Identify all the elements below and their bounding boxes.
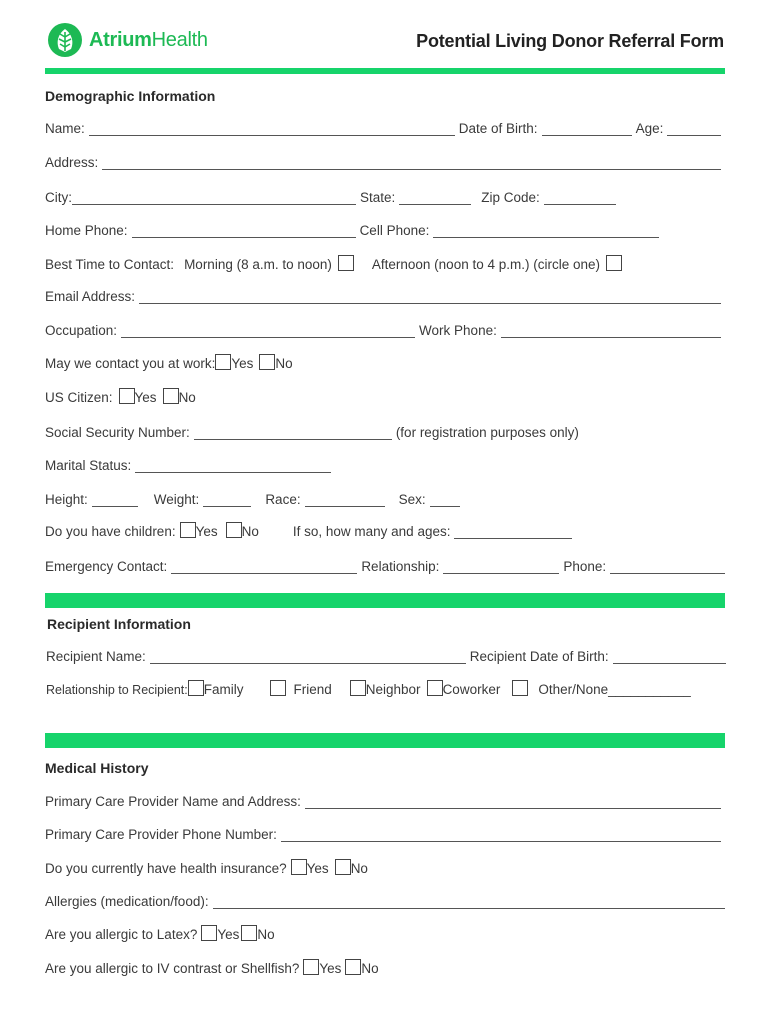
- latex-yes-label: Yes: [217, 927, 240, 942]
- pcp-name-label: Primary Care Provider Name and Address:: [45, 794, 301, 809]
- iv-contrast-yes-label: Yes: [319, 961, 342, 976]
- race-field[interactable]: [305, 492, 385, 507]
- home-phone-field[interactable]: [132, 223, 356, 238]
- row-iv-contrast: [45, 956, 725, 976]
- latex-no-label: No: [257, 927, 275, 942]
- work-phone-label: Work Phone:: [419, 323, 497, 338]
- address-label: Address:: [45, 155, 99, 170]
- row-contact-work: [45, 351, 725, 371]
- row-physical: [45, 487, 725, 507]
- iv-contrast-no-label: No: [361, 961, 379, 976]
- children-ages-label: If so, how many and ages:: [292, 524, 451, 539]
- row-emergency: [45, 554, 725, 574]
- family-label: Family: [203, 682, 244, 697]
- row-us-citizen: [45, 385, 725, 405]
- morning-label: Morning (8 a.m. to noon): [184, 257, 332, 272]
- emergency-field[interactable]: [171, 559, 357, 574]
- row-email: [45, 284, 725, 304]
- demographic-heading: Demographic Information: [45, 88, 216, 104]
- children-yes-label: Yes: [195, 524, 218, 539]
- children-ages-field[interactable]: [454, 524, 572, 539]
- marital-label: Marital Status:: [45, 458, 132, 473]
- friend-checkbox[interactable]: [270, 680, 286, 696]
- family-checkbox[interactable]: [188, 680, 204, 696]
- cell-phone-field[interactable]: [433, 223, 659, 238]
- section-divider-recipient: [45, 593, 725, 608]
- other-label: Other/None___________: [538, 682, 691, 697]
- children-no-label: No: [241, 524, 259, 539]
- name-field[interactable]: [89, 121, 455, 136]
- contact-work-no-checkbox[interactable]: [259, 354, 275, 370]
- afternoon-label: Afternoon (noon to 4 p.m.) (circle one): [371, 257, 600, 272]
- friend-label: Friend: [293, 682, 332, 697]
- ssn-label: Social Security Number:: [45, 425, 190, 440]
- children-yes-checkbox[interactable]: [180, 522, 196, 538]
- logo-text: AtriumHealth: [89, 28, 208, 51]
- row-city: [45, 185, 725, 205]
- us-citizen-label: US Citizen:: [45, 390, 113, 405]
- work-phone-field[interactable]: [501, 323, 721, 338]
- morning-checkbox[interactable]: [338, 255, 354, 271]
- neighbor-checkbox[interactable]: [350, 680, 366, 696]
- best-time-label: Best Time to Contact:: [45, 257, 175, 272]
- race-label: Race:: [265, 492, 301, 507]
- height-field[interactable]: [92, 492, 138, 507]
- contact-work-yes-checkbox[interactable]: [215, 354, 231, 370]
- row-children: [45, 519, 725, 539]
- occupation-label: Occupation:: [45, 323, 118, 338]
- atrium-leaf-icon: [47, 22, 83, 58]
- latex-label: Are you allergic to Latex?: [45, 927, 198, 942]
- row-ssn: [45, 420, 725, 440]
- address-field[interactable]: [102, 155, 721, 170]
- emergency-label: Emergency Contact:: [45, 559, 168, 574]
- emergency-phone-field[interactable]: [610, 559, 725, 574]
- pcp-phone-label: Primary Care Provider Phone Number:: [45, 827, 277, 842]
- afternoon-checkbox[interactable]: [606, 255, 622, 271]
- recipient-dob-field[interactable]: [613, 649, 726, 664]
- weight-field[interactable]: [203, 492, 251, 507]
- header-rule: [45, 68, 725, 74]
- insurance-label: Do you currently have health insurance?: [45, 861, 287, 876]
- insurance-yes-checkbox[interactable]: [291, 859, 307, 875]
- us-citizen-yes-checkbox[interactable]: [119, 388, 135, 404]
- coworker-label: Coworker: [442, 682, 501, 697]
- dob-field[interactable]: [542, 121, 632, 136]
- pcp-name-field[interactable]: [305, 794, 721, 809]
- latex-yes-checkbox[interactable]: [201, 925, 217, 941]
- name-label: Name:: [45, 121, 85, 136]
- recipient-relationship-label: Relationship to Recipient:: [46, 683, 188, 697]
- neighbor-label: Neighbor: [365, 682, 421, 697]
- insurance-yes-label: Yes: [306, 861, 329, 876]
- recipient-name-field[interactable]: [150, 649, 466, 664]
- pcp-phone-field[interactable]: [281, 827, 721, 842]
- iv-contrast-no-checkbox[interactable]: [345, 959, 361, 975]
- row-address: [45, 150, 725, 170]
- iv-contrast-label: Are you allergic to IV contrast or Shellfish?: [45, 961, 300, 976]
- zip-field[interactable]: [544, 190, 616, 205]
- city-label: City:: [45, 190, 72, 205]
- other-checkbox[interactable]: [512, 680, 528, 696]
- city-field[interactable]: [72, 190, 356, 205]
- sex-label: Sex:: [398, 492, 426, 507]
- insurance-no-checkbox[interactable]: [335, 859, 351, 875]
- height-label: Height:: [45, 492, 88, 507]
- age-label: Age:: [635, 121, 664, 136]
- occupation-field[interactable]: [121, 323, 415, 338]
- latex-no-checkbox[interactable]: [241, 925, 257, 941]
- state-field[interactable]: [399, 190, 471, 205]
- age-field[interactable]: [667, 121, 721, 136]
- logo: [47, 22, 208, 58]
- row-recipient-name: [46, 644, 726, 664]
- home-phone-label: Home Phone:: [45, 223, 128, 238]
- us-citizen-yes-label: Yes: [134, 390, 157, 405]
- marital-field[interactable]: [135, 458, 331, 473]
- row-best-time: [45, 252, 725, 272]
- email-field[interactable]: [139, 289, 721, 304]
- children-label: Do you have children:: [45, 524, 176, 539]
- recipient-heading: Recipient Information: [47, 616, 191, 632]
- contact-work-yes-label: Yes: [231, 356, 254, 371]
- row-marital: [45, 453, 725, 473]
- row-latex: [45, 922, 725, 942]
- row-insurance: [45, 856, 725, 876]
- row-pcp-phone: [45, 822, 725, 842]
- dob-label: Date of Birth:: [458, 121, 538, 136]
- ssn-field[interactable]: [194, 425, 392, 440]
- state-label: State:: [360, 190, 396, 205]
- insurance-no-label: No: [350, 861, 368, 876]
- allergies-label: Allergies (medication/food):: [45, 894, 209, 909]
- section-divider-medical: [45, 733, 725, 748]
- allergies-field[interactable]: [213, 894, 725, 909]
- row-name: [45, 116, 725, 136]
- form-title: Potential Living Donor Referral Form: [416, 31, 724, 51]
- row-phones: [45, 218, 725, 238]
- iv-contrast-yes-checkbox[interactable]: [303, 959, 319, 975]
- emergency-relationship-field[interactable]: [443, 559, 559, 574]
- email-label: Email Address:: [45, 289, 136, 304]
- emergency-relationship-label: Relationship:: [361, 559, 440, 574]
- us-citizen-no-checkbox[interactable]: [163, 388, 179, 404]
- emergency-phone-label: Phone:: [563, 559, 607, 574]
- contact-work-no-label: No: [275, 356, 293, 371]
- medical-heading: Medical History: [45, 760, 149, 776]
- row-occupation: [45, 318, 725, 338]
- children-no-checkbox[interactable]: [226, 522, 242, 538]
- coworker-checkbox[interactable]: [427, 680, 443, 696]
- us-citizen-no-label: No: [178, 390, 196, 405]
- weight-label: Weight:: [153, 492, 200, 507]
- cell-phone-label: Cell Phone:: [359, 223, 430, 238]
- contact-work-label: May we contact you at work:: [45, 356, 216, 371]
- zip-label: Zip Code:: [481, 190, 540, 205]
- recipient-dob-label: Recipient Date of Birth:: [469, 649, 609, 664]
- row-recipient-relationship: [46, 677, 726, 697]
- recipient-name-label: Recipient Name:: [46, 649, 146, 664]
- row-pcp-name: [45, 789, 725, 809]
- ssn-note: (for registration purposes only): [395, 425, 579, 440]
- row-allergies: [45, 889, 725, 909]
- sex-field[interactable]: [430, 492, 460, 507]
